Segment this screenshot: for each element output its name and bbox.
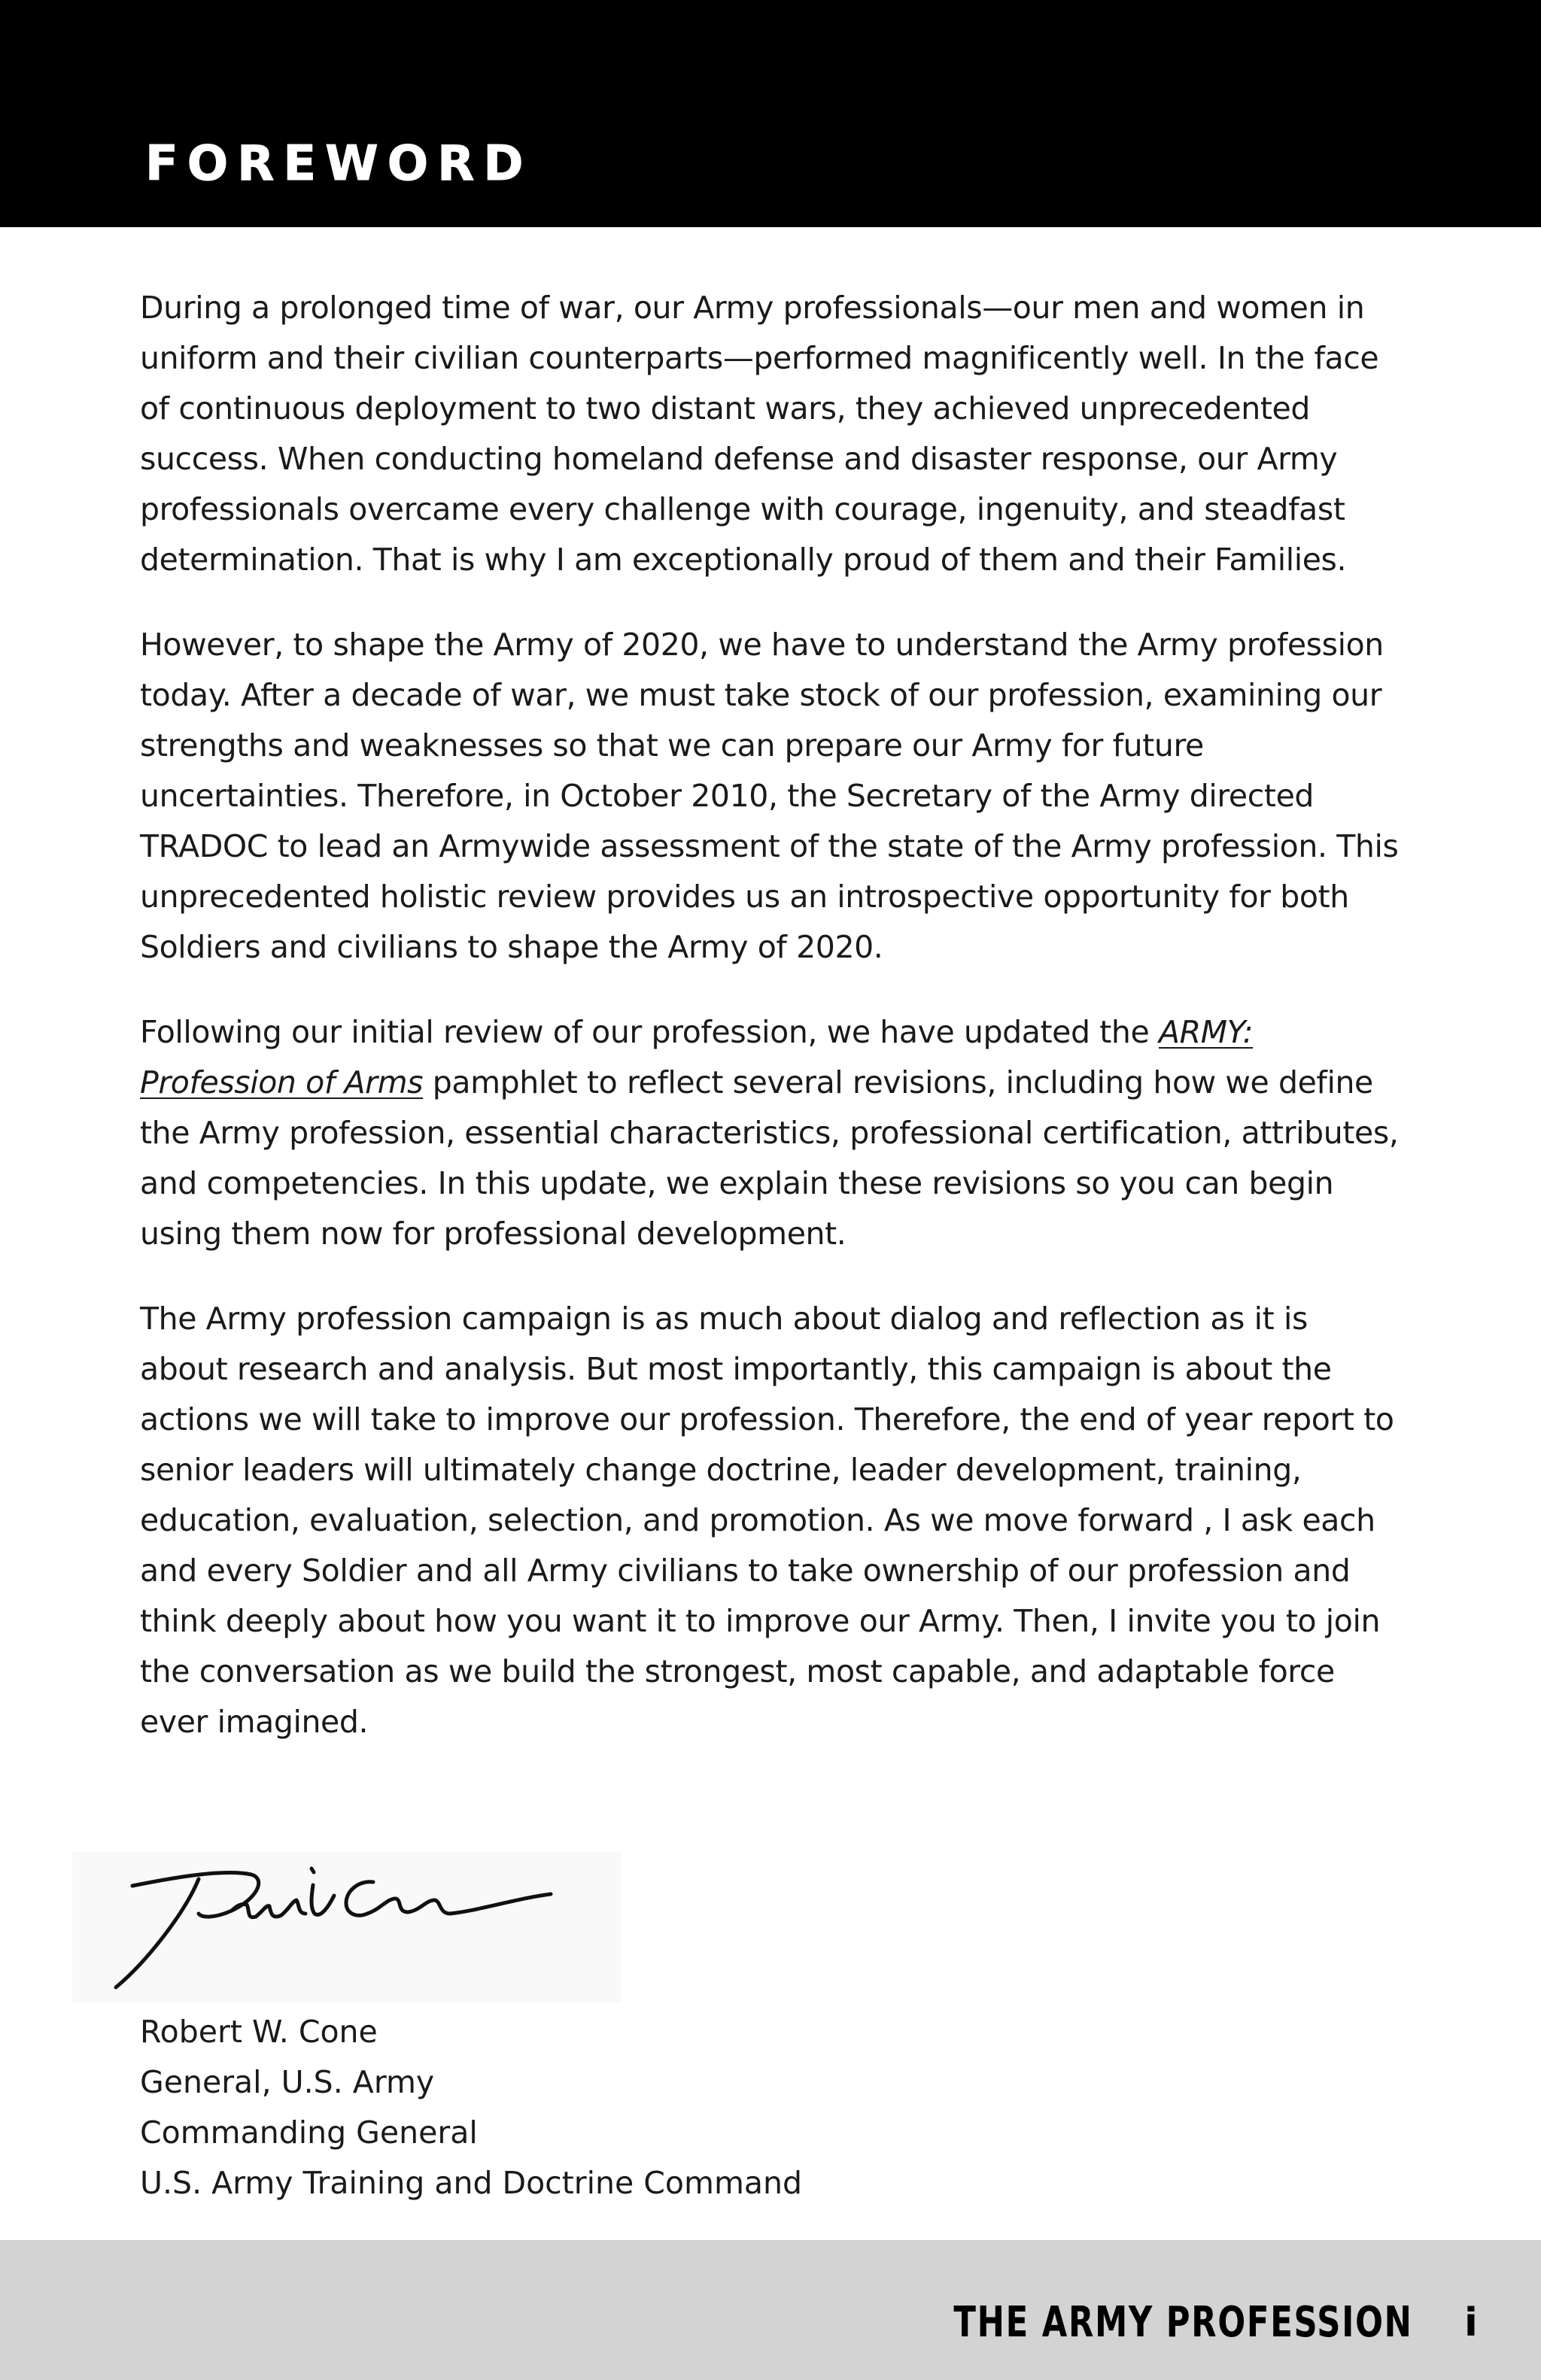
signature-icon	[72, 1852, 622, 2002]
paragraph-3-after: pamphlet to reflect several revisions, including how we define the Army profession, essential characteristics, professional certification, attributes, and competencies. In this update, we explain these revisions so you can begin using them now for professional development.	[140, 1064, 1399, 1252]
paragraph-4: The Army profession campaign is as much about dialog and reflection as it is about research and analysis. But most importantly, this campaign is about the actions we will take to improve our profession. Therefore, the end of year report to senior leaders will ultimately change doctrine, leader development, training, education, evaluation, selection, and promotion. As we move forward , I ask each and every Soldier and all Army civilians to take ownership of our profession and think deeply about how you want it to improve our Army. Then, I invite you to join the conversation as we build the strongest, most capable, and adaptable force ever imagined.	[140, 1301, 1394, 1740]
publication-title-reference: ARMY: Profession of Arms	[140, 1014, 1254, 1100]
paragraph-3	[140, 1007, 1404, 1259]
foreword-body	[140, 283, 1404, 1747]
paragraph-1: During a prolonged time of war, our Army professionals—our men and women in uniform and their civilian counterparts—performed magnificently well. In the face of continuous deployment to two distant wars, they achieved unprecedented success. When conducting homeland defense and disaster response, our Army professionals overcame every challenge with courage, ingenuity, and steadfast determination. That is why I am exceptionally proud of them and their Families.	[140, 290, 1379, 578]
paragraph-2: However, to shape the Army of 2020, we have to understand the Army profession today. After a decade of war, we must take stock of our profession, examining our strengths and weaknesses so that we can prepare our Army for future uncertainties. Therefore, in October 2010, the Secretary of the Army directed TRADOC to lead an Armywide assessment of the state of the Army profession. This unprecedented holistic review provides us an introspective opportunity for both Soldiers and civilians to shape the Army of 2020.	[140, 627, 1399, 965]
handwritten-signature	[72, 1852, 622, 2002]
signature-block	[140, 2007, 802, 2208]
signatory-rank: General, U.S. Army	[140, 2064, 435, 2100]
page-title: FOREWORD	[145, 136, 533, 192]
footer-publication-title: THE ARMY PROFESSION	[953, 2298, 1413, 2347]
signatory-position: Commanding General	[140, 2114, 478, 2151]
signatory-name: Robert W. Cone	[140, 2014, 378, 2050]
signatory-organization: U.S. Army Training and Doctrine Command	[140, 2165, 803, 2201]
page-number: i	[1464, 2300, 1478, 2345]
paragraph-3-before: Following our initial review of our profession, we have updated the	[140, 1014, 1159, 1050]
header-band	[0, 0, 1541, 227]
